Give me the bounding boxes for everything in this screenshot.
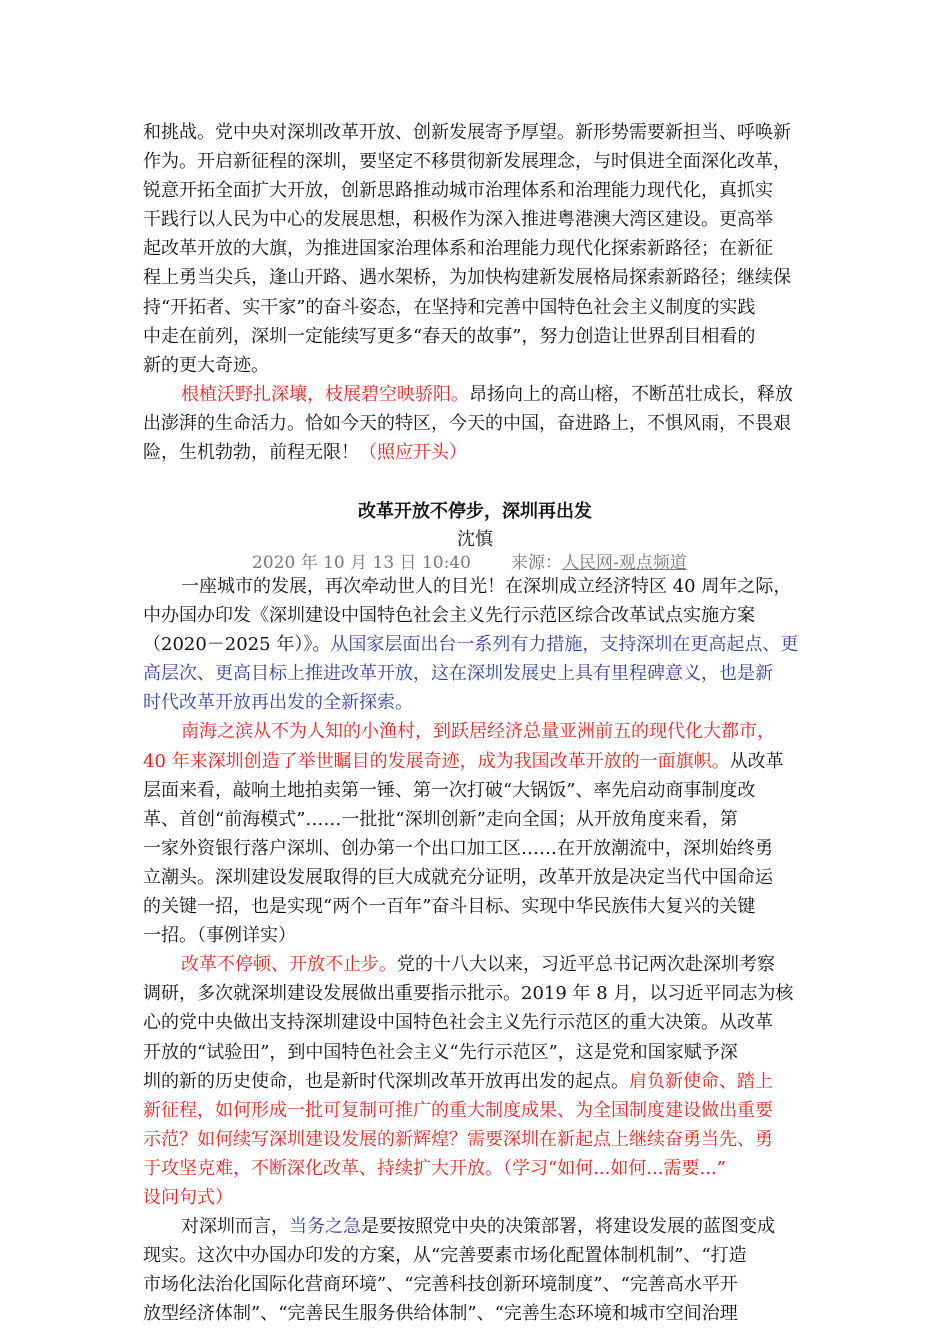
text-line	[143, 747, 809, 776]
highlight-red: 改革不停顿、开放不止步。	[181, 954, 397, 976]
highlight-red-line: 新征程，如何形成一批可复制可推广的重大制度成果、为全国制度建设做出重要	[143, 1099, 773, 1121]
text-line: 立潮头。深圳建设发展取得的巨大成就充分证明，改革开放是决定当代中国命运	[143, 866, 773, 888]
text-run: 对深圳而言，	[181, 1216, 289, 1238]
text-line: 中走在前列，深圳一定能续写更多“春天的故事”，努力创造让世界刮目相看的	[143, 325, 756, 347]
text-line: 现实。这次中办国办印发的方案，从“完善要素市场化配置体制机制”、“打造	[143, 1245, 747, 1267]
text-line	[143, 950, 809, 979]
text-line: 放型经济体制”、“完善民生服务供给体制”、“完善生态环境和城市空间治理	[143, 1303, 738, 1325]
text-line	[143, 1212, 809, 1241]
text-run: 是要按照党中央的决策部署，将建设发展的蓝图变成	[361, 1216, 775, 1238]
highlight-red-line: 于攻坚克难，不断深化改革、持续扩大开放。（学习“如何...如何...需要...”	[143, 1157, 726, 1179]
article-meta	[252, 548, 687, 573]
text-run: 党的十八大以来，习近平总书记两次赴深圳考察	[397, 954, 775, 976]
text-line: 锐意开拓全面扩大开放，创新思路推动城市治理体系和治理能力现代化，真抓实	[143, 180, 773, 202]
text-run: 昂扬向上的高山榕，不断茁壮成长，释放	[469, 383, 793, 405]
highlight-blue-line: 时代改革开放再出发的全新探索。	[143, 692, 413, 714]
text-line	[143, 630, 809, 659]
text-line: 新的更大奇迹。	[143, 354, 269, 376]
text-run: 圳的新的历史使命，也是新时代深圳改革开放再出发的起点。	[143, 1070, 629, 1092]
highlight-red: 根植沃野扎深壤，枝展碧空映骄阳。	[181, 383, 469, 405]
text-line: 持“开拓者、实干家”的奋斗姿态，在坚持和完善中国特色社会主义制度的实践	[143, 296, 756, 318]
article-author: 沈慎	[457, 529, 493, 550]
text-line: 干践行以人民为中心的发展思想，积极作为深入推进粤港澳大湾区建设。更高举	[143, 209, 773, 231]
annotation-red: （照应开头）	[359, 442, 467, 464]
highlight-red: 肩负新使命、踏上	[629, 1070, 773, 1092]
highlight-red: 40 年来深圳创造了举世瞩目的发展奇迹，成为我国改革开放的一面旗帜。	[143, 750, 730, 772]
highlight-blue-line: 高层次、更高目标上推进改革开放，这在深圳发展史上具有里程碑意义，也是新	[143, 663, 773, 685]
highlight-red-line: 南海之滨从不为人知的小渔村，到跃居经济总量亚洲前五的现代化大都市，	[181, 721, 775, 743]
article-body	[143, 572, 809, 1328]
text-line	[143, 1067, 809, 1096]
text-line: 革、首创“前海模式”……一批批“深圳创新”走向全国；从开放角度来看，第	[143, 808, 738, 830]
text-line: 心的党中央做出支持深圳建设中国特色社会主义先行示范区的重大决策。从改革	[143, 1012, 773, 1034]
highlight-blue: 从国家层面出台一系列有力措施，支持深圳在更高起点、更	[330, 634, 799, 656]
text-run: 险，生机勃勃，前程无限！	[143, 442, 359, 464]
publish-date: 2020 年 10 月 13 日 10:40	[252, 553, 471, 573]
closing-paragraph-line	[143, 380, 809, 409]
highlight-blue: 当务之急	[289, 1216, 361, 1238]
text-line: 市场化法治化国际化营商环境”、“完善科技创新环境制度”、“完善高水平开	[143, 1274, 738, 1296]
text-line: 的关键一招，也是实现“两个一百年”奋斗目标、实现中华民族伟大复兴的关键	[143, 896, 756, 918]
highlight-red-line: 示范？如何续写深圳建设发展的新辉煌？需要深圳在新起点上继续奋勇当先、勇	[143, 1128, 773, 1150]
previous-article-ending	[143, 118, 809, 467]
text-run: （2020－2025 年）》。	[143, 634, 331, 656]
text-line: 程上勇当尖兵，逢山开路、遇水架桥，为加快构建新发展格局探索新路径；继续保	[143, 267, 791, 289]
article-title: 改革开放不停步，深圳再出发	[358, 501, 592, 522]
text-line: 一座城市的发展，再次牵动世人的目光！在深圳成立经济特区 40 周年之际，	[181, 576, 792, 597]
text-line: 作为。开启新征程的深圳，要坚定不移贯彻新发展理念，与时俱进全面深化改革，	[143, 151, 791, 173]
text-run: 从改革	[729, 750, 784, 772]
text-line: 开放的“试验田”，到中国特色社会主义“先行示范区”，这是党和国家赋予深	[143, 1041, 738, 1063]
source-link[interactable]: 人民网-观点频道	[561, 553, 687, 573]
text-line: 调研，多次就深圳建设发展做出重要指示批示。2019 年 8 月，以习近平同志为核	[143, 983, 794, 1005]
text-line: 出澎湃的生命活力。恰如今天的特区，今天的中国，奋进路上，不惧风雨，不畏艰	[143, 412, 791, 434]
text-line: 层面来看，敲响土地拍卖第一锤、第一次打破“大锅饭”、率先启动商事制度改	[143, 779, 756, 801]
highlight-red-line: 设问句式）	[143, 1186, 233, 1208]
text-line: 中办国办印发《深圳建设中国特色社会主义先行示范区综合改革试点实施方案	[143, 605, 755, 627]
source-label: 来源：	[510, 553, 562, 573]
text-line: 一家外资银行落户深圳、创办第一个出口加工区……在开放潮流中，深圳始终勇	[143, 837, 773, 859]
text-line: 和挑战。党中央对深圳改革开放、创新发展寄予厚望。新形势需要新担当、呼唤新	[143, 122, 791, 143]
closing-paragraph-line	[143, 438, 809, 467]
text-line: 一招。（事例详实）	[143, 925, 296, 947]
text-line: 起改革开放的大旗，为推进国家治理体系和治理能力现代化探索新路径；在新征	[143, 238, 773, 260]
